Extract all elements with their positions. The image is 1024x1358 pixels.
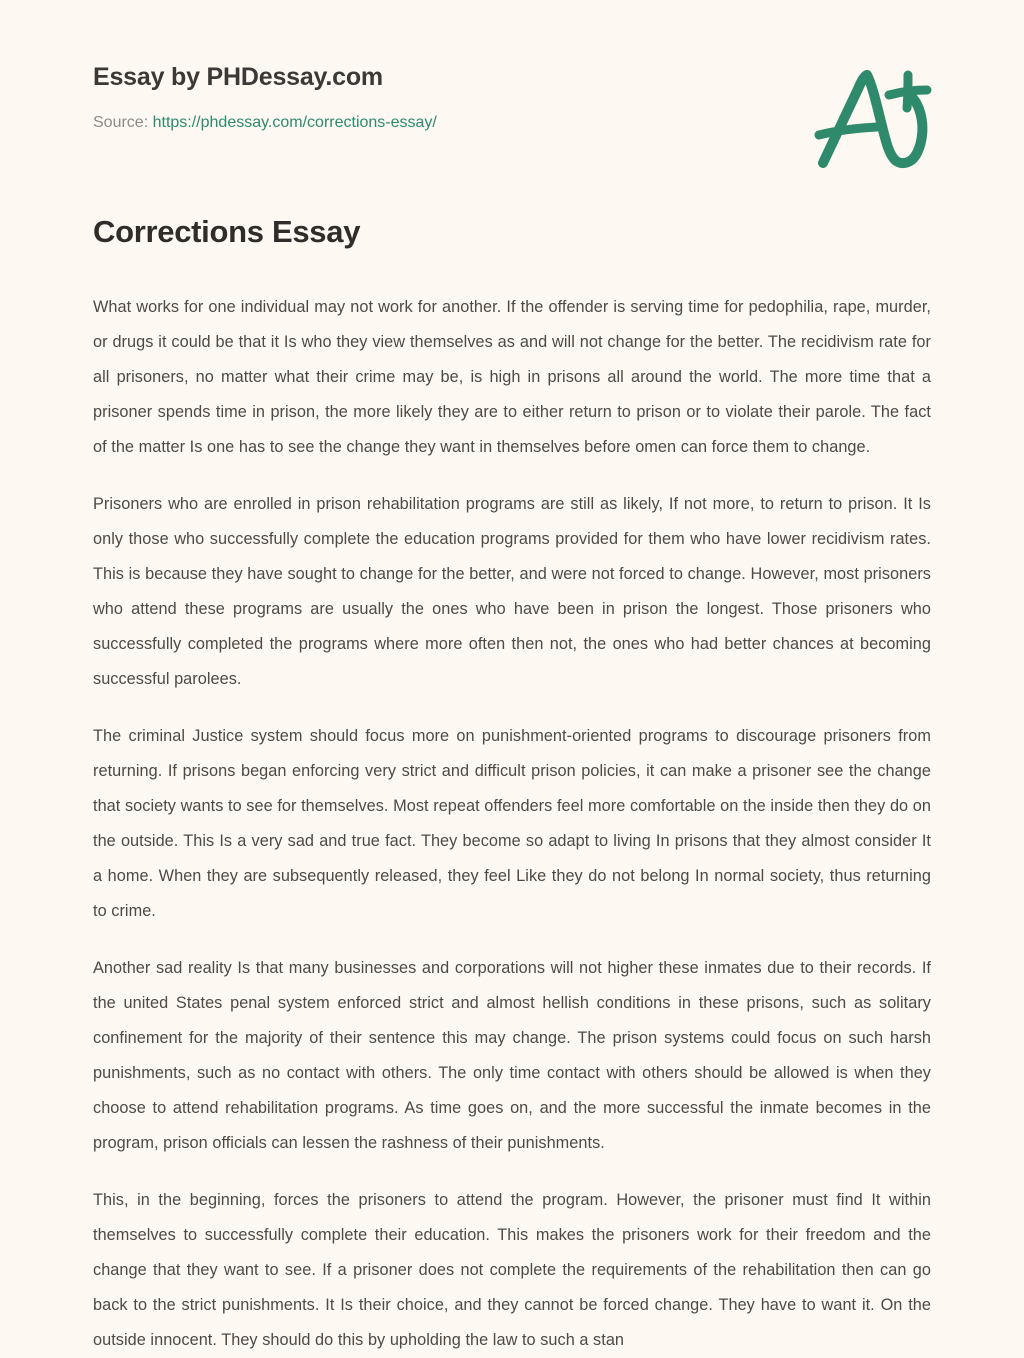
article [93,212,931,1358]
source-line [93,112,713,134]
brand-title: Essay by PHDessay.com [93,63,383,91]
page-header [0,0,1024,180]
article-paragraph: This, in the beginning, forces the prisoners to attend the program. However, the prisoner must find It within themselves to successfully complete their education. This makes the prisoners work for their freedom and the change that they want to see. If a prisoner does not complete the requirements of the rehabilitation then can go back to the strict punishments. It Is their choice, and they cannot be forced change. They have to want it. On the outside innocent. They should do this by upholding the law to such a stan [93,1191,931,1349]
source-label: Source: [93,114,149,131]
article-paragraph: What works for one individual may not work for another. If the offender is serving time for pedophilia, rape, murder, or drugs it could be that it Is who they view themselves as and will not change for the better. The recidivism rate for all prisoners, no matter what their crime may be, is high in prisons all around the world. The more time that a prisoner spends time in prison, the more likely they are to either return to prison or to violate their parole. The fact of the matter Is one has to see the change they want in themselves before omen can force them to change. [93,298,931,456]
article-paragraph: Prisoners who are enrolled in prison rehabilitation programs are still as likely, If not more, to return to prison. It Is only those who successfully complete the education programs provided for them who have lower recidivism rates. This is because they have sought to change for the better, and were not forced to change. However, most prisoners who attend these programs are usually the ones who have been in prison the longest. Those prisoners who successfully completed the programs where more often then not, the ones who had better chances at becoming successful parolees. [93,495,931,688]
page-title: Corrections Essay [93,214,361,249]
article-paragraph: The criminal Justice system should focus more on punishment-oriented programs to discourage prisoners from returning. If prisons began enforcing very strict and difficult prison policies, it can make a prisoner see the change that society wants to see for themselves. Most repeat offenders feel more comfortable on the inside then they do on the outside. This Is a very sad and true fact. They become so adapt to living In prisons that they almost consider It a home. When they are subsequently released, they feel Like they do not belong In normal society, thus returning to crime. [93,727,931,920]
article-paragraph: Another sad reality Is that many businesses and corporations will not higher these inmates due to their records. If the united States penal system enforced strict and almost hellish conditions in these prisons, such as solitary confinement for the majority of their sentence this may change. The prison systems could focus on such harsh punishments, such as no contact with others. The only time contact with others should be allowed is when they choose to attend rehabilitation programs. As time goes on, and the more successful the inmate becomes in the program, prison officials can lessen the rashness of their punishments. [93,959,931,1152]
article-body [93,290,931,1358]
source-url-link[interactable]: https://phdessay.com/corrections-essay/ [152,114,437,131]
brand-block [93,60,713,134]
a-plus-logo-icon [805,62,940,172]
a-plus-logo [805,62,940,172]
